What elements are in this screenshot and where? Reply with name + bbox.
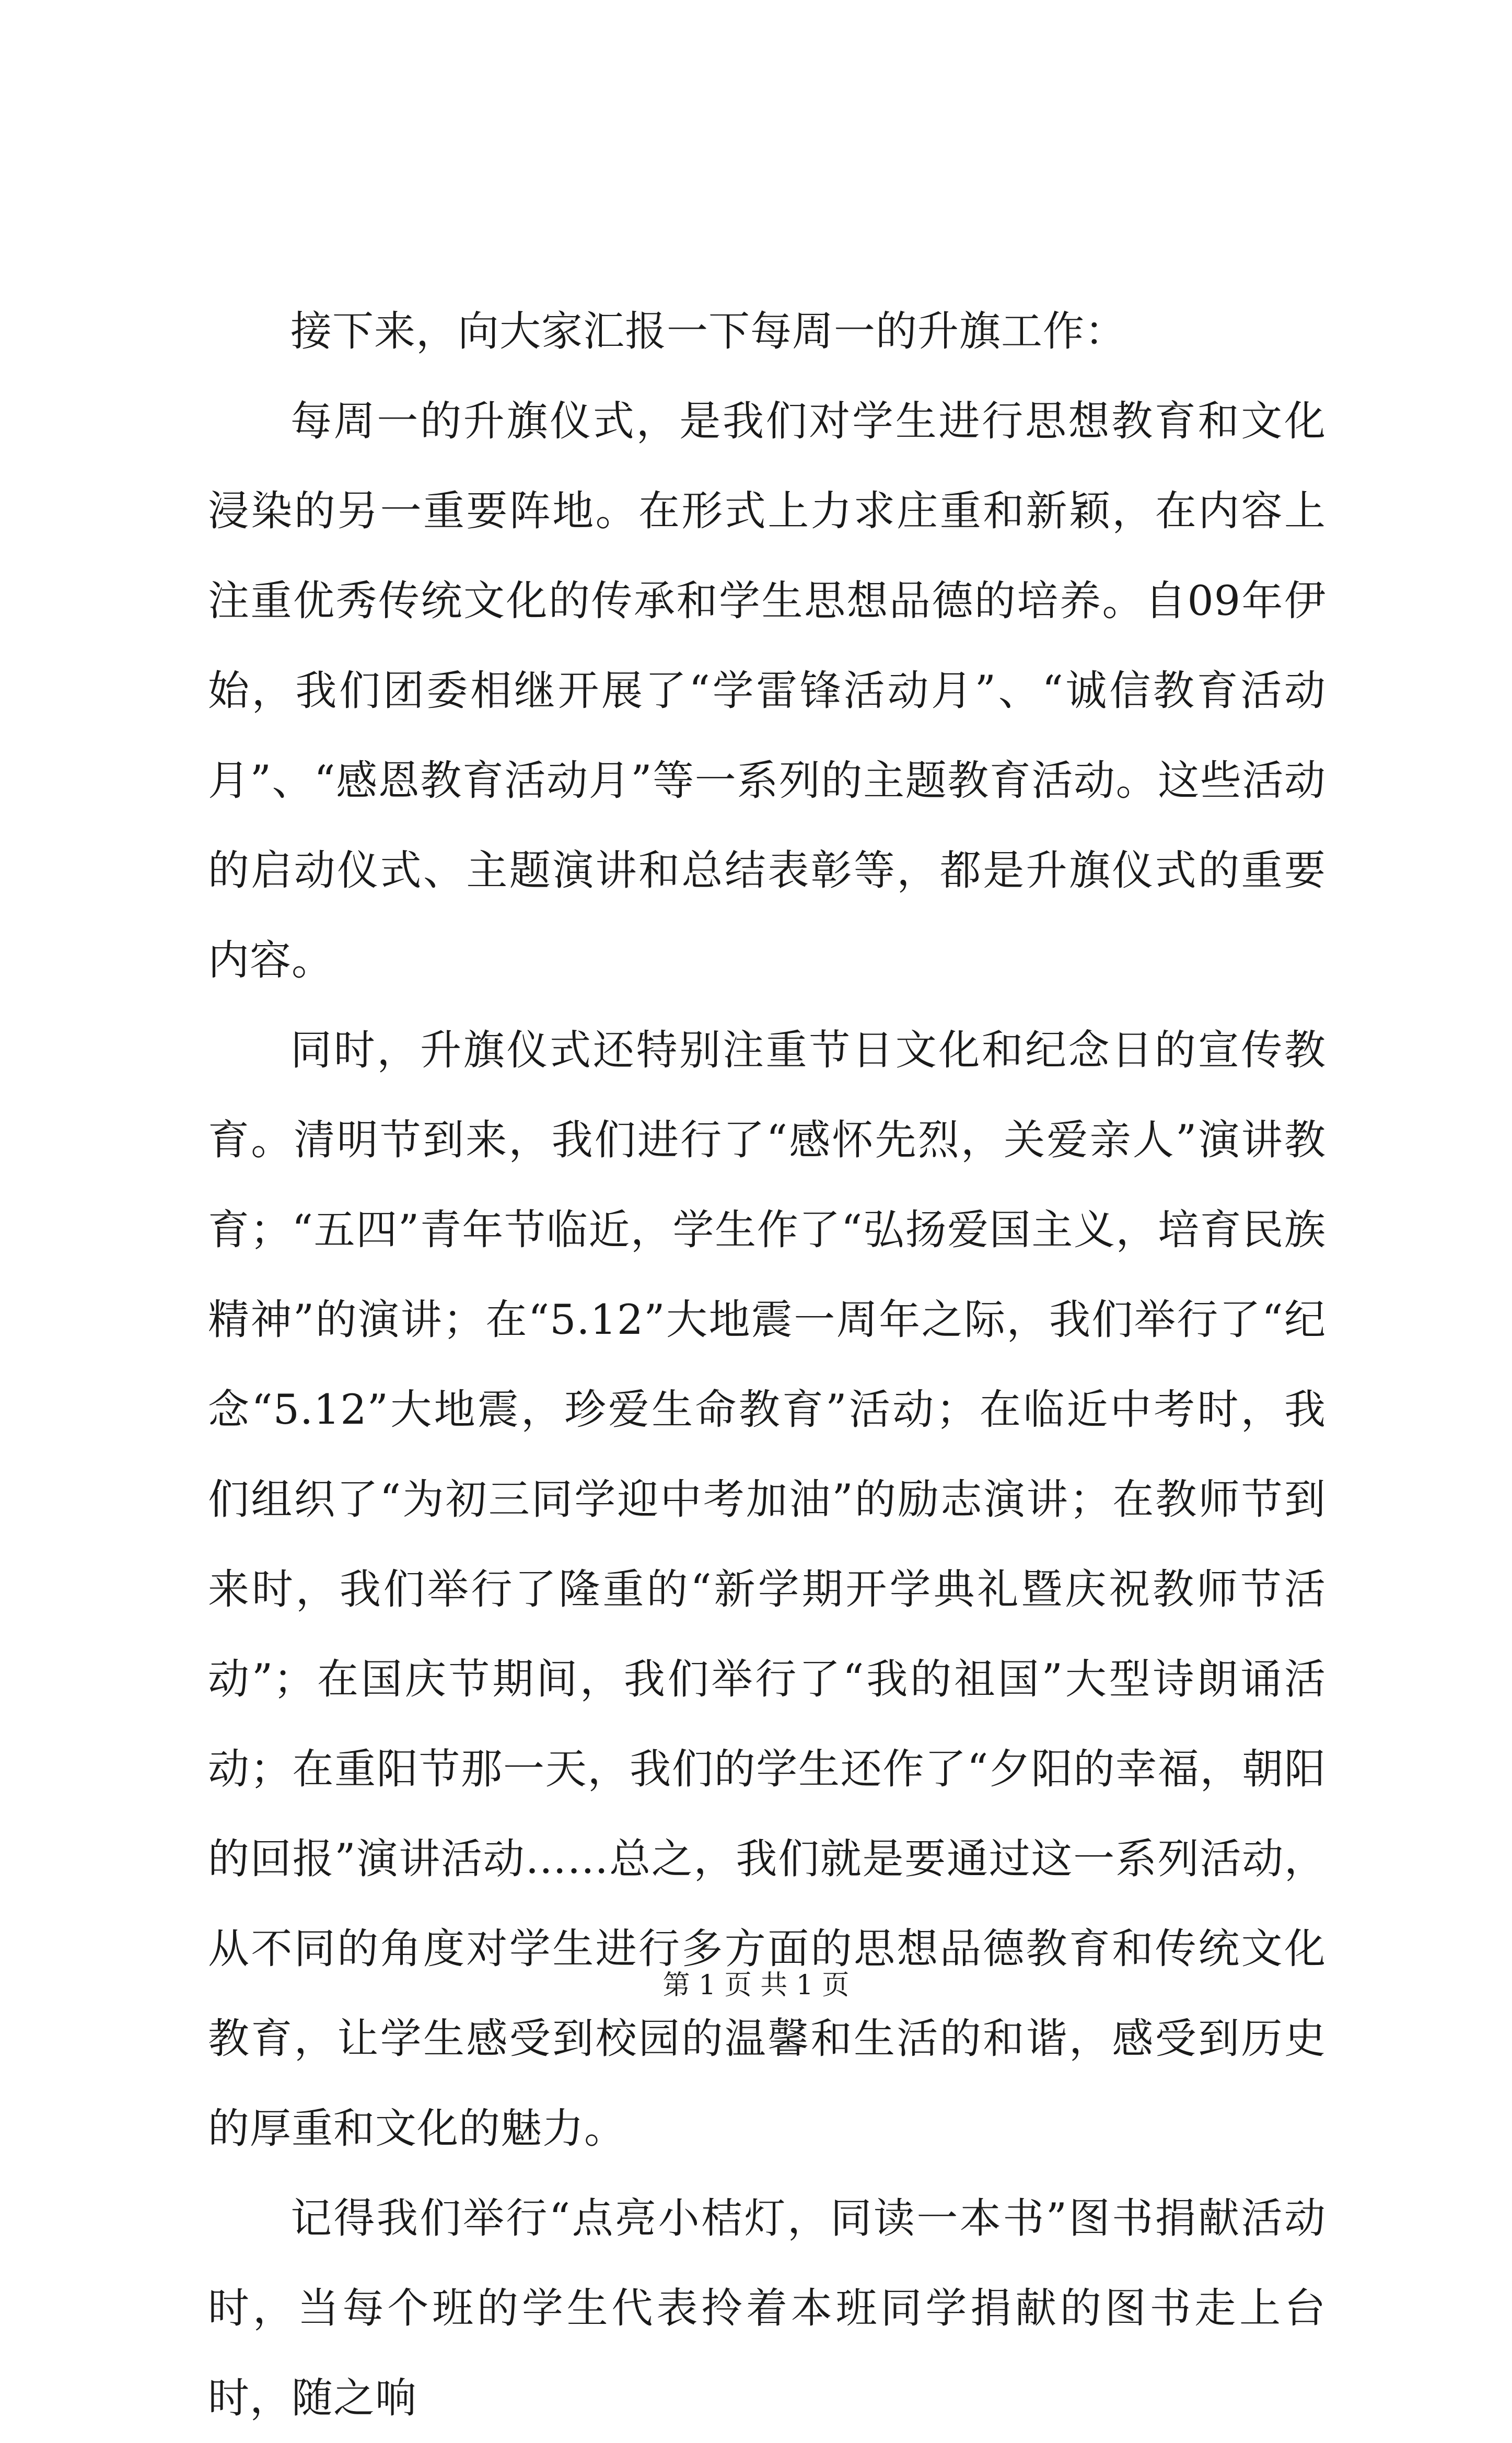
document-body	[208, 286, 1326, 2443]
paragraph-festival-education: 同时，升旗仪式还特别注重节日文化和纪念日的宣传教育。清明节到来，我们进行了“感怀先烈，关爱亲人”演讲教育；“五四”青年节临近，学生作了“弘扬爱国主义，培育民族精神”的演讲；在“5.12”大地震一周年之际，我们举行了“纪念“5.12”大地震，珍爱生命教育”活动；在临近中考时，我们组织了“为初三同学迎中考加油”的励志演讲；在教师节到来时，我们举行了隆重的“新学期开学典礼暨庆祝教师节活动”；在国庆节期间，我们举行了“我的祖国”大型诗朗诵活动；在重阳节那一天，我们的学生还作了“夕阳的幸福，朝阳的回报”演讲活动……总之，我们就是要通过这一系列活动，从不同的角度对学生进行多方面的思想品德教育和传统文化教育，让学生感受到校园的温馨和生活的和谐，感受到历史的厚重和文化的魅力。	[208, 1026, 1326, 2153]
paragraph-flag-ceremony: 每周一的升旗仪式，是我们对学生进行思想教育和文化浸染的另一重要阵地。在形式上力求庄重和新颖，在内容上注重优秀传统文化的传承和学生思想品德的培养。自09年伊始，我们团委相继开展了“学雷锋活动月”、“诚信教育活动月”、“感恩教育活动月”等一系列的主题教育活动。这些活动的启动仪式、主题演讲和总结表彰等，都是升旗仪式的重要内容。	[208, 397, 1326, 984]
page-footer	[0, 1967, 1512, 2004]
paragraph-intro: 接下来，向大家汇报一下每周一的升旗工作：	[290, 307, 1126, 355]
paragraph-book-donation: 记得我们举行“点亮小桔灯，同读一本书”图书捐献活动时，当每个班的学生代表拎着本班同学捐献的图书走上台时，随之响	[208, 2194, 1326, 2422]
page-number-label: 第 1 页 共 1 页	[662, 1970, 850, 2001]
